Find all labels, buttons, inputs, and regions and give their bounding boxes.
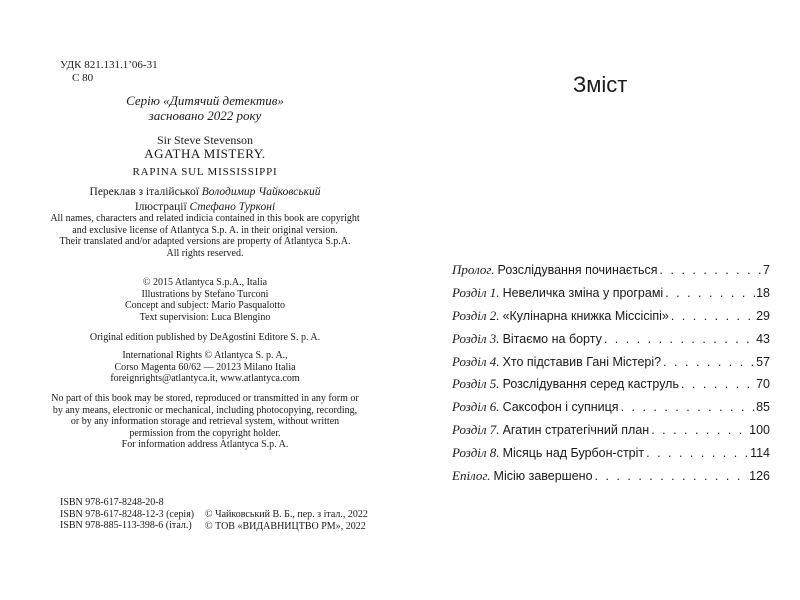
toc-title: Хто підставив Гані Містері? <box>502 354 662 369</box>
toc-label: Розділ 5. <box>452 376 500 392</box>
toc-label: Пролог. <box>452 262 495 277</box>
edition-credit-line: © 2015 Atlantyca S.p.A., Italia <box>142 277 268 288</box>
original-title: AGATHA MISTERY. <box>144 146 266 161</box>
reproduction-line: permission from the copyright holder. <box>129 427 281 439</box>
edition-credit-line: Illustrations by Stefano Turconi <box>141 288 269 300</box>
udc-author-mark: С 80 <box>72 72 94 84</box>
toc-label: Розділ 1. <box>452 284 500 300</box>
toc-entry <box>452 399 770 422</box>
toc-title: Невеличка зміна у програмі <box>502 285 664 300</box>
toc-label: Розділ 6. <box>452 399 500 415</box>
reproduction-line: or by any information storage and retrieval system, without written <box>70 416 340 427</box>
toc-page: 100 <box>749 423 770 438</box>
copyright-line: Their translated and/or adapted versions are property of Atlantyca S.p.A. <box>59 236 351 247</box>
toc-label: Розділ 2. <box>452 307 500 323</box>
copyright-line: All rights reserved. <box>166 247 244 259</box>
toc-page: 43 <box>756 331 770 346</box>
series-note <box>40 93 370 123</box>
toc-page: 70 <box>756 377 770 392</box>
toc-leader <box>679 377 756 391</box>
toc-label: Розділ 7. <box>452 422 500 438</box>
rights-line: Corso Magenta 60/62 — 20123 Milano Italia <box>114 361 296 373</box>
toc-title: Розслідування серед каструль <box>502 377 679 392</box>
edition-credit-line: Concept and subject: Mario Pasqualotto <box>125 300 285 311</box>
translation-prefix: Переклав з італійської <box>89 186 202 198</box>
table-of-contents <box>452 262 770 491</box>
udc-block <box>60 59 158 85</box>
toc-title: «Кулінарна книжка Міссісіпі» <box>502 308 669 323</box>
toc-label: Розділ 3. <box>452 330 500 346</box>
rights-line: foreignrights@atlantyca.it, www.atlantyca.com <box>110 373 300 384</box>
reproduction-line: by any means, electronic or mechanical, including photocopying, recording, <box>52 404 358 416</box>
copyright-notice <box>40 213 370 259</box>
toc-leader <box>593 469 750 483</box>
toc-page: 85 <box>756 400 770 415</box>
toc-leader <box>658 263 764 277</box>
publisher-copyright: © ТОВ «ВИДАВНИЦТВО РМ», 2022 <box>205 520 366 532</box>
isbn-line: ISBN 978-617-8248-20-8 <box>60 497 164 508</box>
translator-copyright: © Чайковський В. Б., пер. з італ., 2022 <box>205 509 368 520</box>
toc-title: Вітаємо на борту <box>502 331 602 346</box>
original-subtitle: RAPINA SUL MISSISSIPPI <box>132 166 278 178</box>
toc-leader <box>649 423 749 437</box>
isbn-line: ISBN 978-617-8248-12-3 (серія) <box>60 508 195 520</box>
toc-leader <box>669 309 756 323</box>
toc-entry <box>452 354 770 377</box>
reproduction-line: No part of this book may be stored, reproduced or transmitted in any form or <box>51 393 359 404</box>
international-rights <box>40 350 370 385</box>
toc-title: Розслідування починається <box>497 263 658 277</box>
illustration-prefix: Ілюстрації <box>134 201 190 213</box>
toc-page: 57 <box>756 354 770 369</box>
toc-page: 29 <box>756 308 770 323</box>
original-edition-note: Original edition published by DeAgostini Editore S. p. A. <box>89 332 321 343</box>
reproduction-line: For information address Atlantyca S.p. A. <box>121 439 289 450</box>
copyright-line: All names, characters and related indicia contained in this book are copyright <box>50 213 360 224</box>
udc-code: УДК 821.131.1’06-31 <box>60 59 158 71</box>
toc-page: 114 <box>750 446 770 461</box>
isbn-line: ISBN 978-885-113-398-6 (італ.) <box>60 520 192 531</box>
toc-title: Агатин стратегічний план <box>502 423 650 438</box>
toc-page: 18 <box>756 285 770 300</box>
original-title-block <box>40 133 370 179</box>
edition-credits <box>40 277 370 323</box>
toc-page: 126 <box>749 469 770 484</box>
toc-entry <box>452 308 770 331</box>
toc-title: Саксофон і супниця <box>502 400 619 415</box>
credits-block <box>40 185 370 215</box>
toc-entry <box>452 468 770 491</box>
toc-leader <box>602 332 756 346</box>
copyright-line: and exclusive license of Atlantyca S.p. A. in their original version. <box>72 224 338 236</box>
reproduction-notice <box>40 393 370 451</box>
ukrainian-copyright <box>205 509 368 532</box>
toc-leader <box>644 446 750 460</box>
toc-entry <box>452 285 770 308</box>
translator-name: Володимир Чайковський <box>201 186 321 198</box>
toc-label: Розділ 8. <box>452 445 500 461</box>
isbn-block <box>60 497 194 532</box>
toc-entry <box>452 422 770 445</box>
right-page <box>400 0 800 600</box>
toc-leader <box>661 355 756 369</box>
rights-line: International Rights © Atlantyca S. p. A., <box>122 350 288 361</box>
toc-title: Місяць над Бурбон-стріт <box>502 446 645 461</box>
edition-credit-line: Text supervision: Luca Blengino <box>139 311 271 323</box>
toc-label: Епілог. <box>452 468 491 484</box>
toc-entry <box>452 331 770 354</box>
contents-heading: Зміст <box>573 72 628 97</box>
author-name: Sir Steve Stevenson <box>157 133 253 147</box>
toc-label: Розділ 4. <box>452 353 500 369</box>
toc-leader <box>619 400 757 414</box>
toc-entry <box>452 445 770 468</box>
toc-entry <box>452 262 770 285</box>
toc-page: 7 <box>763 263 770 277</box>
series-line-1: Серію «Дитячий детектив» <box>126 93 284 108</box>
toc-entry <box>452 376 770 399</box>
toc-title: Місію завершено <box>493 469 593 484</box>
translation-credit <box>40 185 370 200</box>
toc-leader <box>663 286 756 300</box>
series-line-2: засновано 2022 року <box>148 108 262 123</box>
illustrator-name: Стефано Турконі <box>189 201 276 213</box>
